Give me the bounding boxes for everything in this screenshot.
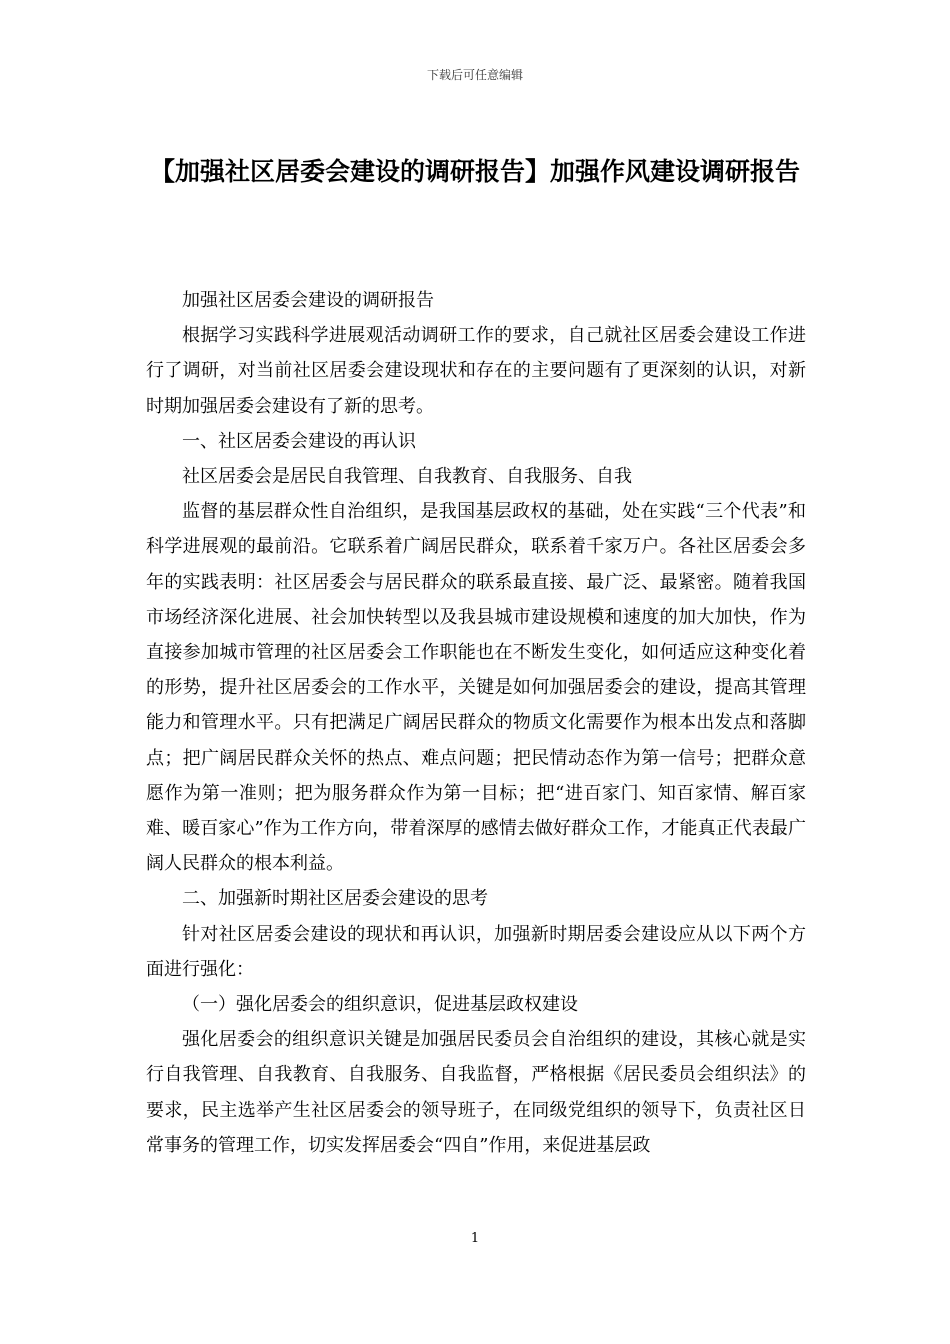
- paragraph-supervision: 监督的基层群众性自治组织，是我国基层政权的基础，处在实践“三个代表”和科学进展观的最前沿。它联系着广阔居民群众，联系着千家万户。各社区居委会多年的实践表明：社区居委会与居民群众的联系最直接、最广泛、最紧密。随着我国市场经济深化进展、社会加快转型以及我县城市建设规模和速度的加大加快，作为直接参加城市管理的社区居委会工作职能也在不断发生变化，如何适应这种变化着的形势，提升社区居委会的工作水平，关键是如何加强居委会的建设，提高其管理能力和管理水平。只有把满足广阔居民群众的物质文化需要作为根本出发点和落脚点；把广阔居民群众关怀的热点、难点问题；把民情动态作为第一信号；把群众意愿作为第一准则；把为服务群众作为第一目标；把“进百家门、知百家情、解百家难、暖百家心”作为工作方向，带着深厚的感情去做好群众工作，才能真正代表最广阔人民群众的根本利益。: [146, 501, 806, 875]
- paragraph-definition: 社区居委会是居民自我管理、自我教育、自我服务、自我: [182, 466, 632, 488]
- page-number: 1: [470, 1231, 480, 1246]
- page-header-note: 下载后可任意编辑: [426, 68, 523, 82]
- section-heading-2: 二、加强新时期社区居委会建设的思考: [182, 888, 488, 910]
- paragraph-intro: 根据学习实践科学进展观活动调研工作的要求，自己就社区居委会建设工作进行了调研，对当前社区居委会建设现状和存在的主要问题有了更深刻的认识，对新时期加强居委会建设有了新的思考。: [146, 325, 806, 417]
- document-body: [146, 283, 806, 1163]
- section-heading-1: 一、社区居委会建设的再认识: [182, 430, 416, 452]
- paragraph-subtitle: 加强社区居委会建设的调研报告: [182, 290, 434, 311]
- paragraph-two-aspects: 针对社区居委会建设的现状和再认识，加强新时期居委会建设应从以下两个方面进行强化：: [146, 923, 806, 980]
- subsection-heading-1: （一）强化居委会的组织意识，促进基层政权建设: [182, 994, 578, 1016]
- paragraph-organization: 强化居委会的组织意识关键是加强居民委员会自治组织的建设，其核心就是实行自我管理、自我教育、自我服务、自我监督，严格根据《居民委员会组织法》的要求，民主选举产生社区居委会的领导班子，在同级党组织的领导下，负责社区日常事务的管理工作，切实发挥居委会“四自”作用，来促进基层政: [146, 1029, 806, 1156]
- document-title: 【加强社区居委会建设的调研报告】加强作风建设调研报告: [150, 157, 801, 186]
